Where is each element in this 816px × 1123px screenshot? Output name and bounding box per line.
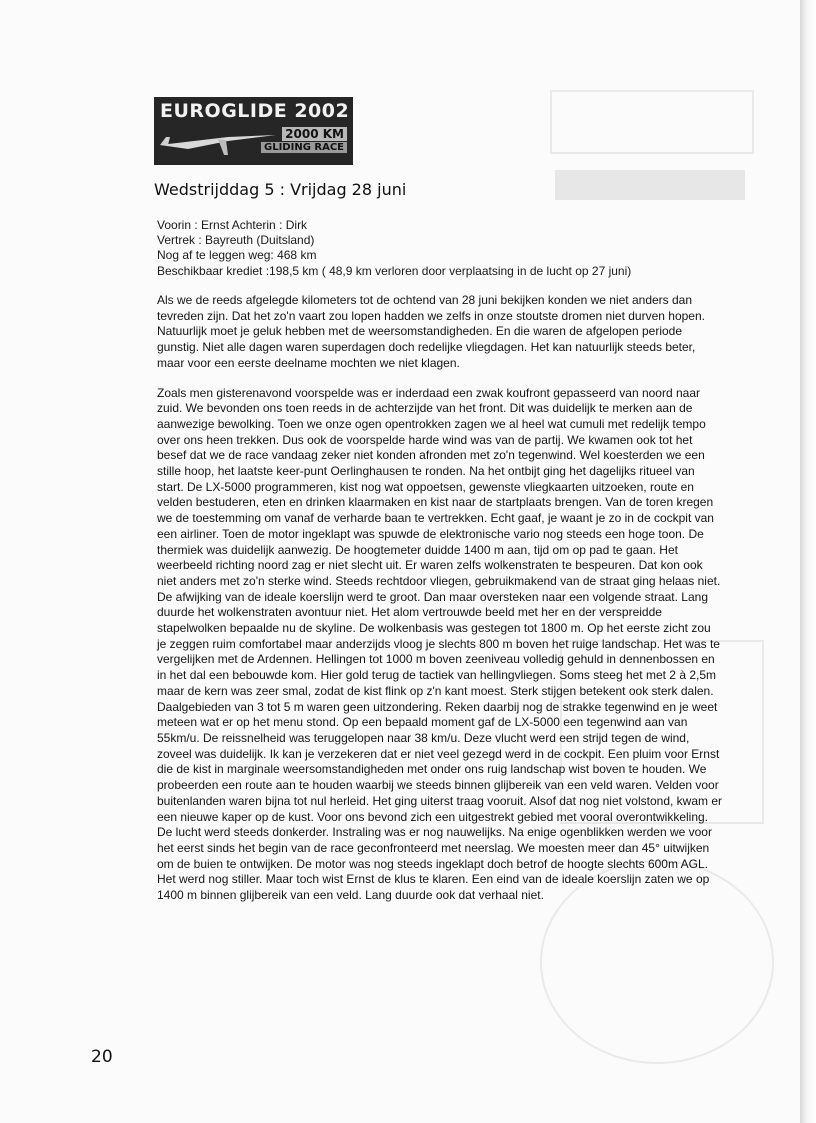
page-title: Wedstrijddag 5 : Vrijdag 28 juni: [154, 180, 407, 199]
article-body: [157, 293, 722, 918]
glider-icon: [158, 125, 278, 161]
euroglide-logo: [154, 97, 353, 165]
page-number: 20: [91, 1047, 113, 1067]
crew-line: Voorin : Ernst Achterin : Dirk: [157, 218, 308, 232]
paragraph: Zoals men gisterenavond voorspelde was er inderdaad een zwak koufront gepasseerd van noord naar zuid. We bevonden ons toen reeds in de achterzijde van het front. Dit was duidelijk te merken aan de aanwezige bewolking. Toen we onze ogen opentrokken zagen we al heel wat cumuli met redelijk tempo over ons heen trekken. Dus ook de voorspelde harde wind was van de partij. We kwamen ook tot het besef dat we de race vandaag zeker niet konden afronden met zo'n tegenwind. Wel koesterden we een stille hoop, het laatste keer-punt Oerlinghausen te ronden. Na het ontbijt ging het dagelijks ritueel van start. De LX-5000 programmeren, kist nog wat oppoetsen, gewenste vliegkaarten uitzoeken, route en velden bestuderen, eten en drinken klaarmaken en kist naar de startplaats brengen. Van de toren kregen we de toestemming om vanaf de verharde baan te vertrekken. Echt gaaf, je waant je zo in de cockpit van een airliner. Toen de motor ingeklapt was spuwde de elektronische vario nog steeds een hoge toon. De thermiek was duidelijk aanwezig. De hoogtemeter duidde 1400 m aan, tijd om op pad te gaan. Het weerbeeld richting noord zag er niet slecht uit. Er waren zelfs wolkenstraten te bespeuren. Dat kon ook niet anders met zo'n sterke wind. Steeds rechtdoor vliegen, gebruikmakend van de straat ging helaas niet. De afwijking van de ideale koerslijn werd te groot. Dan maar oversteken naar een volgende straat. Lang duurde het wolkenstraten avontuur niet. Het alom vertrouwde beeld met her en der verspreidde stapelwolken bepaalde nu de skyline. De wolkenbasis was gestegen tot 1800 m. Op het eerste zicht zou je zeggen ruim comfortabel maar anderzijds vloog je slechts 800 m boven het ruige landschap. Het was te vergelijken met de Ardennen. Hellingen tot 1000 m boven zeeniveau volledig gehuld in dennenbossen en in het dal een bebouwde kom. Hier gold terug de tactiek van hellingvliegen. Soms steeg het met 2 à 2,5m maar de kern was zeer smal, zodat de kist flink op z'n kant moest. Sterk stijgen betekent ook sterk dalen. Daalgebieden van 3 tot 5 m waren geen uitzondering. Reken daarbij nog de strakke tegenwind en je weet meteen wat er op het menu stond. Op een bepaald moment gaf de LX-5000 een tegenwind aan van 55km/u. De reissnelheid was teruggelopen naar 38 km/u. Deze vlucht werd een strijd tegen de wind, zoveel was duidelijk. Ik kan je verzekeren dat er niet veel gezegd werd in de cockpit. Een pluim voor Ernst die de kist in marginale weersomstandigheden met onder ons ruig landschap wist boven te houden. We probeerden een route aan te houden waarbij we steeds binnen glijbereik van een veld waren. Velden voor buitenlanden waren bijna tot nul herleid. Het ging uiterst traag vooruit. Alsof dat nog niet volstond, kwam er een nieuwe kaper op de kust. Voor ons bevond zich een uitgestrekt gebied met vooral overontwikkeling. De lucht werd steeds donkerder. Instraling was er nog nauwelijks. Na enige ogenblikken werden we voor het eerst sinds het begin van de race geconfronteerd met neerslag. We moesten meer dan 45° uitwijken om de buien te ontwijken. De motor was nog steeds ingeklapt doch betrof de hoogte slechts 600m AGL. Het werd nog stiller. Maar toch wist Ernst de klus te klaren. Een eind van de ideale koerslijn zaten we op 1400 m binnen glijbereik van een veld. Lang duurde ook dat verhaal niet.: [157, 385, 723, 903]
flight-info: [157, 218, 717, 279]
paragraph: Als we de reeds afgelegde kilometers tot de ochtend van 28 juni bekijken konden we niet anders dan tevreden zijn. Dat het zo'n vaart zou lopen hadden we zelfs in onze stoutste dromen niet durven hopen. Natuurlijk moet je geluk hebben met de weersomstandigheden. En die waren de afgelopen periode gunstig. Niet alle dagen waren superdagen doch redelijke vliegdagen. Het kan natuurlijk steeds beter, maar voor een eerste deelname mochten we niet klagen.: [157, 293, 705, 370]
credit-line: Beschikbaar krediet :198,5 km ( 48,9 km verloren door verplaatsing in de lucht op 27 juni): [157, 263, 632, 278]
logo-distance: 2000 KM: [282, 127, 347, 141]
logo-title: EUROGLIDE 2002: [160, 100, 350, 122]
page-edge-shadow: [800, 0, 816, 1123]
logo-subtitle: GLIDING RACE: [261, 142, 347, 153]
departure-line: Vertrek : Bayreuth (Duitsland): [157, 233, 315, 248]
remaining-distance-line: Nog af te leggen weg: 468 km: [157, 248, 317, 263]
